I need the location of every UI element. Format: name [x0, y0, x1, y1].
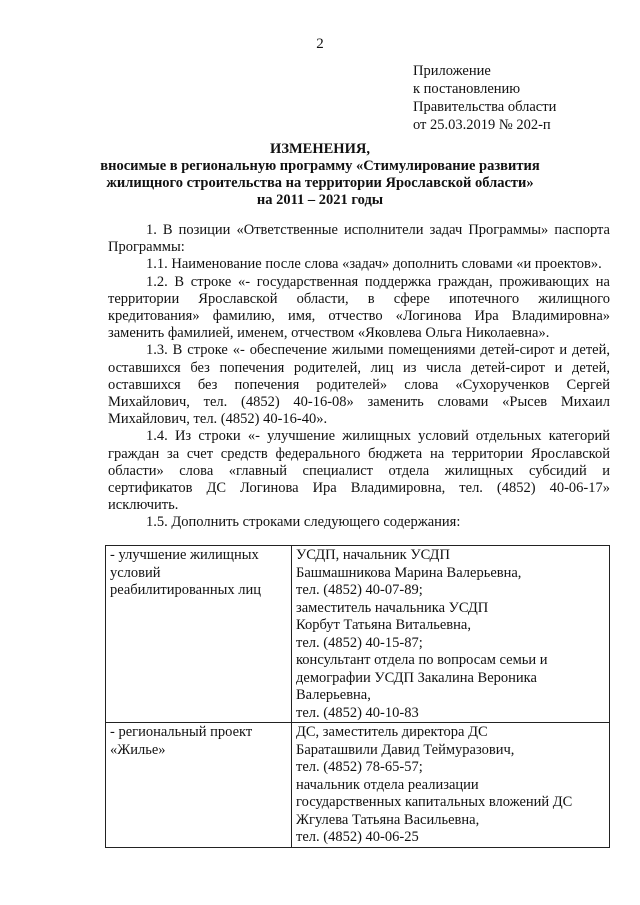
cell-line: Валерьевна, [296, 687, 371, 703]
cell-line: реабилитированных лиц [110, 582, 262, 598]
responsible-table [105, 545, 610, 848]
cell-line: начальник отдела реализации [296, 776, 479, 793]
cell-line: ДС, заместитель директора ДС [296, 724, 488, 740]
cell-line: тел. (4852) 40-15-87; [296, 634, 423, 651]
table-cell-executors [292, 546, 610, 723]
appendix-line: от 25.03.2019 № 202-п [413, 117, 551, 133]
page-number: 2 [316, 36, 324, 52]
appendix-line: к постановлению [413, 81, 521, 97]
table-cell-executors [292, 723, 610, 848]
table-row [106, 723, 610, 848]
cell-line: демографии УСДП Закалина Вероника [296, 669, 537, 686]
cell-line: тел. (4852) 40-06-25 [296, 829, 419, 845]
document-body [108, 222, 610, 532]
document-title [100, 141, 540, 209]
cell-line: Бараташвили Давид Теймуразович, [296, 741, 515, 758]
cell-line: Жгулева Татьяна Васильевна, [296, 811, 480, 828]
appendix-block [413, 62, 556, 134]
cell-line: тел. (4852) 40-07-89; [296, 582, 423, 598]
paragraph: 1.4. Из строки «- улучшение жилищных условий отдельных категорий граждан за счет средств федерального бюджета на территории Ярославской области» слова «главный специалист отдела жилищных субсидий и сертификатов ДС Логинова Ира Владимировна, тел. (4852) 40-06-17» исключить. [108, 428, 610, 514]
cell-line: Башмашникова Марина Валерьевна, [296, 564, 522, 581]
cell-line: условий [110, 564, 161, 581]
appendix-line: Правительства области [413, 99, 557, 115]
cell-line: - улучшение жилищных [110, 547, 259, 563]
cell-line: - региональный проект [110, 724, 253, 740]
cell-line: УСДП, начальник УСДП [296, 547, 450, 563]
title-line: жилищного строительства на территории Ярославской области» [106, 175, 534, 191]
cell-line: тел. (4852) 78-65-57; [296, 759, 423, 775]
appendix-line: Приложение [413, 63, 491, 79]
cell-line: заместитель начальника УСДП [296, 599, 489, 616]
cell-line: «Жилье» [110, 741, 166, 758]
paragraph: 1.2. В строке «- государственная поддержка граждан, проживающих на территории Ярославской области, в сфере ипотечного жилищного кредитования» фамилию, имя, отчество «Логинова Ира Владимировна» заменить фамилией, именем, отчеством «Яковлева Ольга Николаевна». [108, 273, 610, 342]
cell-line: Корбут Татьяна Витальевна, [296, 617, 471, 633]
paragraph: 1.5. Дополнить строками следующего содержания: [146, 514, 461, 531]
paragraph: 1. В позиции «Ответственные исполнители задач Программы» паспорта Программы: [108, 222, 610, 256]
cell-line: тел. (4852) 40-10-83 [296, 704, 419, 721]
paragraph: 1.3. В строке «- обеспечение жилыми помещениями детей-сирот и детей, оставшихся без попечения родителей, лиц из числа детей-сирот и детей, оставшихся без попечения родителей» слова «Сухорученков Сергей Михайлович, тел. (4852) 40-16-08» заменить словами «Рысев Михаил Михайлович, тел. (4852) 40-16-40». [108, 342, 610, 428]
title-line: ИЗМЕНЕНИЯ, [270, 141, 370, 157]
table-cell-task [106, 546, 292, 723]
cell-line: государственных капитальных вложений ДС [296, 794, 573, 810]
title-line: вносимые в региональную программу «Стимулирование развития [100, 158, 540, 174]
paragraph: 1.1. Наименование после слова «задач» дополнить словами «и проектов». [146, 256, 602, 273]
title-line: на 2011 – 2021 годы [256, 192, 384, 208]
table-row [106, 546, 610, 723]
cell-line: консультант отдела по вопросам семьи и [296, 652, 548, 668]
table-cell-task [106, 723, 292, 848]
